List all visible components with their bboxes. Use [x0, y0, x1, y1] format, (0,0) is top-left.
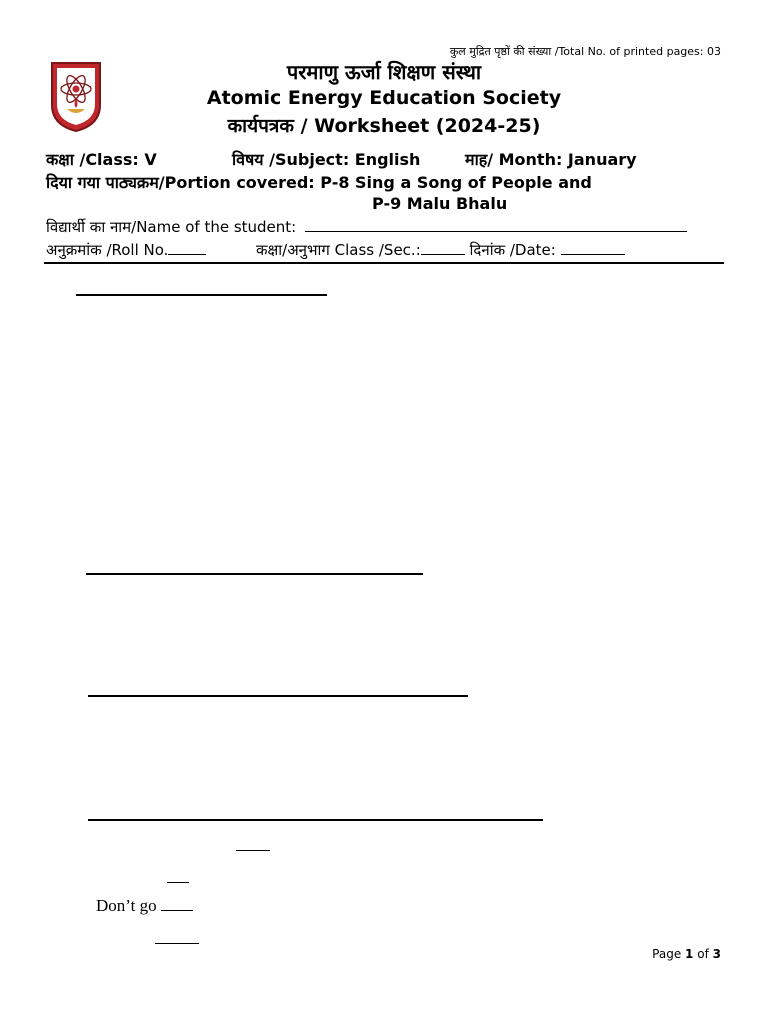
portion-covered-line2: P-9 Malu Bhalu: [372, 194, 508, 213]
dont-go-line: [96, 896, 193, 916]
student-name-blank[interactable]: [305, 231, 687, 232]
page-total: 3: [712, 947, 721, 961]
class-section-blank[interactable]: [421, 254, 465, 255]
section-heading-underline-1: [76, 294, 327, 296]
answer-blank-1[interactable]: [236, 850, 270, 851]
portion-covered-line1: दिया गया पाठ्यक्रम/Portion covered: P-8 Sing a Song of People and: [46, 173, 592, 192]
month-label: माह/ Month: January: [465, 150, 637, 169]
answer-blank-4[interactable]: [155, 943, 199, 944]
dont-go-text: Don’t go: [96, 896, 157, 915]
subject-label: विषय /Subject: English: [232, 150, 421, 169]
roll-section-date-row: [46, 240, 625, 260]
page-footer: [652, 947, 721, 961]
student-name-row: [46, 217, 687, 237]
student-name-label: विद्यार्थी का नाम/Name of the student:: [46, 218, 297, 236]
total-printed-pages: कुल मुद्रित पृष्ठों की संख्या /Total No. of printed pages: 03: [449, 45, 721, 58]
section-heading-underline-4: [88, 819, 543, 821]
org-name-hindi: परमाणु ऊर्जा शिक्षण संस्था: [286, 60, 482, 84]
page-number: 1: [685, 947, 694, 961]
roll-no-blank[interactable]: [168, 254, 206, 255]
answer-blank-2[interactable]: [167, 882, 189, 883]
section-heading-underline-3: [88, 695, 468, 697]
section-heading-underline-2: [86, 573, 423, 575]
class-label: कक्षा /Class: V: [46, 150, 157, 169]
page-prefix: Page: [652, 947, 682, 961]
header-divider: [44, 262, 724, 264]
answer-blank-3[interactable]: [161, 910, 193, 911]
page-of: of: [697, 947, 709, 961]
class-section-label: कक्षा/अनुभाग Class /Sec.:: [256, 241, 421, 259]
date-blank[interactable]: [561, 254, 625, 255]
worksheet-title: कार्यपत्रक / Worksheet (2024-25): [227, 115, 541, 137]
roll-no-label: अनुक्रमांक /Roll No.: [46, 241, 169, 259]
org-name-english: Atomic Energy Education Society: [206, 87, 562, 109]
date-label: दिनांक /Date:: [469, 241, 556, 259]
